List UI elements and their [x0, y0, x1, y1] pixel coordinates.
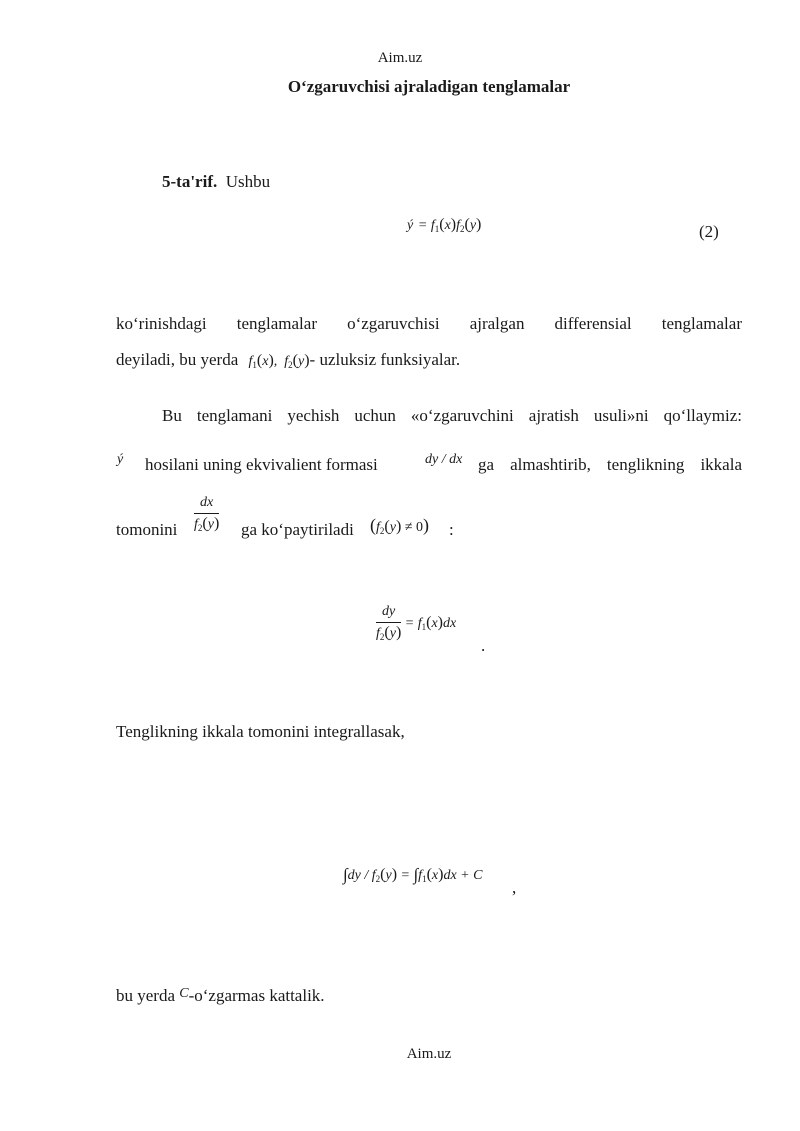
paragraph-2-line-3-after: : — [449, 520, 454, 539]
paragraph-3: Tenglikning ikkala tomonini integrallasak, — [116, 722, 405, 741]
paragraph-2-line-2-after: ga almashtirib, tenglikning ikkala — [478, 455, 742, 474]
paragraph-1-line-2 — [116, 350, 460, 370]
equation-separated: $\frac{dy}{f_2(y)}$ = $f_1(x)dx$ — [376, 604, 457, 642]
footer-site: Aim.uz — [406, 1046, 452, 1062]
paragraph-2-line-3-before: tomonini — [116, 520, 178, 539]
paragraph-1-line-1: ko‘rinishdagi tenglamalar o‘zgaruvchisi ajralgan differensial tenglamalar — [116, 314, 742, 333]
definition-intro: Ushbu — [225, 172, 271, 191]
formula-f2y-nonzero: $(f_2(y) \ne 0)$ — [370, 515, 429, 536]
text: - uzluksiz funksiyalar. — [309, 350, 461, 369]
formula-dx-over-f2y: $\frac{dx}{f_2(y)}$ — [194, 495, 220, 533]
equation-number: (2) — [699, 222, 719, 241]
paragraph-2-line-2-after-wrap — [478, 455, 742, 475]
paragraph-2-line-1: Bu tenglamani yechish uchun «o‘zgaruvchini ajratish usuli»ni qo‘llaymiz: — [162, 406, 742, 425]
page-title: O‘zgaruvchisi ajraladigan tenglamalar — [287, 77, 571, 96]
equation-period: . — [481, 636, 486, 655]
equation-integral: $\int dy / f_2(y) = \int f_1(x)dx + C$ — [343, 865, 483, 884]
formula-y-prime: ý — [117, 452, 124, 467]
text: deyiladi, bu yerda — [116, 350, 239, 369]
header-site: Aim.uz — [377, 50, 423, 66]
text: -o‘zgarmas kattalik. — [188, 986, 325, 1005]
formula-C: C — [179, 986, 189, 1001]
formula-dy-dx: dy / dx — [425, 452, 463, 467]
equation-comma: , — [512, 878, 517, 897]
paragraph-2-line-3-mid: ga ko‘paytiriladi — [241, 520, 354, 539]
equation-2: ý = $f_1(x)f_2(y)$ — [407, 216, 482, 234]
formula-f1-f2: $f_1(x)$, $f_2(y)$ — [248, 352, 310, 370]
definition-label: 5-ta'rif. — [162, 172, 218, 191]
text: bu yerda — [116, 986, 176, 1005]
paragraph-4 — [116, 986, 325, 1006]
definition-line — [162, 172, 270, 192]
paragraph-2-line-2-mid: hosilani uning ekvivalient formasi — [145, 455, 378, 474]
